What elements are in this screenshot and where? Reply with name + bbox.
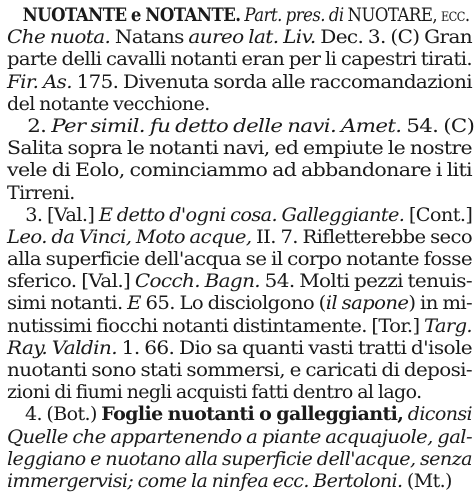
text-segment: simi notanti.: [7, 292, 128, 315]
text-segment: Leo. da Vinci, Moto acque,: [7, 225, 252, 248]
text-segment: leggiano e nuotano alla superficie dell'acque, senza: [7, 447, 472, 470]
text-line: [7, 292, 475, 314]
text-segment: NUOTANTE e NOTANTE.: [22, 4, 241, 26]
text-segment: Tirreni.: [7, 181, 75, 204]
text-segment: ) in mi-: [408, 292, 473, 315]
text-line: [7, 48, 475, 70]
text-segment: (Mt.): [402, 469, 452, 492]
text-line: [7, 93, 472, 115]
text-segment: Dec. 3. (C) Gran: [315, 26, 473, 49]
text-segment: Per simil. fu detto delle navi. Amet.: [51, 114, 402, 137]
text-segment: 2.: [27, 114, 52, 137]
text-segment: immergervisi; come la ninfea ecc. Bertoloni.: [7, 469, 403, 492]
text-segment: Ray. Valdin.: [7, 336, 117, 359]
text-segment: NUOTARE, ecc.: [343, 4, 470, 26]
text-line: [7, 381, 472, 403]
text-line: [7, 4, 470, 26]
text-line: [7, 337, 475, 359]
text-line: [7, 71, 475, 93]
text-line: [7, 248, 475, 270]
text-line: [7, 26, 475, 48]
text-line: [7, 426, 475, 448]
text-line: [7, 270, 475, 292]
text-line: [7, 315, 475, 337]
text-segment: 4. (Bot.): [25, 403, 102, 426]
text-segment: Fir. As.: [7, 70, 72, 93]
text-segment: Part. pres. di: [244, 4, 344, 26]
text-segment: alla superficie dell'acqua se il corpo notante fosse: [7, 248, 473, 271]
dictionary-entry: [7, 4, 475, 492]
text-line: [7, 448, 475, 470]
text-line: [7, 403, 473, 425]
text-segment: nuotanti sono stati sommersi, e caricati di deposi-: [7, 359, 473, 381]
text-line: [7, 182, 472, 204]
text-line: [7, 359, 475, 381]
text-segment: aureo lat. Liv.: [188, 26, 316, 49]
text-segment: 54. (C): [401, 114, 475, 137]
text-segment: E: [127, 292, 141, 315]
text-segment: il sapone: [325, 292, 409, 315]
text-segment: [Cont.]: [404, 203, 473, 226]
text-segment: 65. Lo disciolgono (: [140, 292, 326, 315]
text-segment: 1. 66. Dio sa quanti vasti tratti d'isole: [116, 336, 472, 359]
text-segment: II. 7. Rifletterebbe seco: [256, 225, 473, 248]
text-segment: Targ.: [424, 314, 473, 337]
text-segment: 3. [Val.]: [25, 203, 99, 226]
text-line: [7, 470, 472, 492]
text-line: [7, 137, 475, 159]
text-segment: parte delli cavalli notanti eran per li capestri tirati.: [7, 48, 473, 71]
text-line: [7, 115, 475, 137]
text-segment: zioni di fiumi negli acquisti fatti dentro al lago.: [7, 381, 422, 404]
text-segment: Foglie nuotanti o galleggianti,: [101, 403, 404, 426]
text-segment: Che nuota.: [7, 26, 111, 49]
text-segment: 54. Molti pezzi tenuis-: [260, 270, 473, 293]
text-segment: E detto d'ogni cosa. Galleggiante.: [98, 203, 405, 226]
text-segment: Quelle che appartenendo a piante acquajuole, gal-: [7, 425, 472, 448]
text-line: [7, 226, 475, 248]
text-segment: Cocch. Bagn.: [134, 270, 261, 293]
text-segment: Natans: [110, 26, 189, 49]
text-segment: del notante vecchione.: [7, 92, 210, 115]
text-segment: Salita sopra le notanti navi, ed empiute le nostre: [7, 137, 472, 160]
text-line: [7, 204, 475, 226]
text-segment: nutissimi fiocchi notanti distintamente. [Tor.]: [7, 314, 425, 337]
text-line: [7, 159, 475, 181]
text-segment: 175. Divenuta sorda alle raccomandazioni: [71, 70, 473, 93]
text-segment: sferico. [Val.]: [7, 270, 135, 293]
text-segment: diconsi: [407, 403, 473, 426]
text-segment: vele di Eolo, cominciammo ad abbandonare i liti: [7, 159, 473, 182]
